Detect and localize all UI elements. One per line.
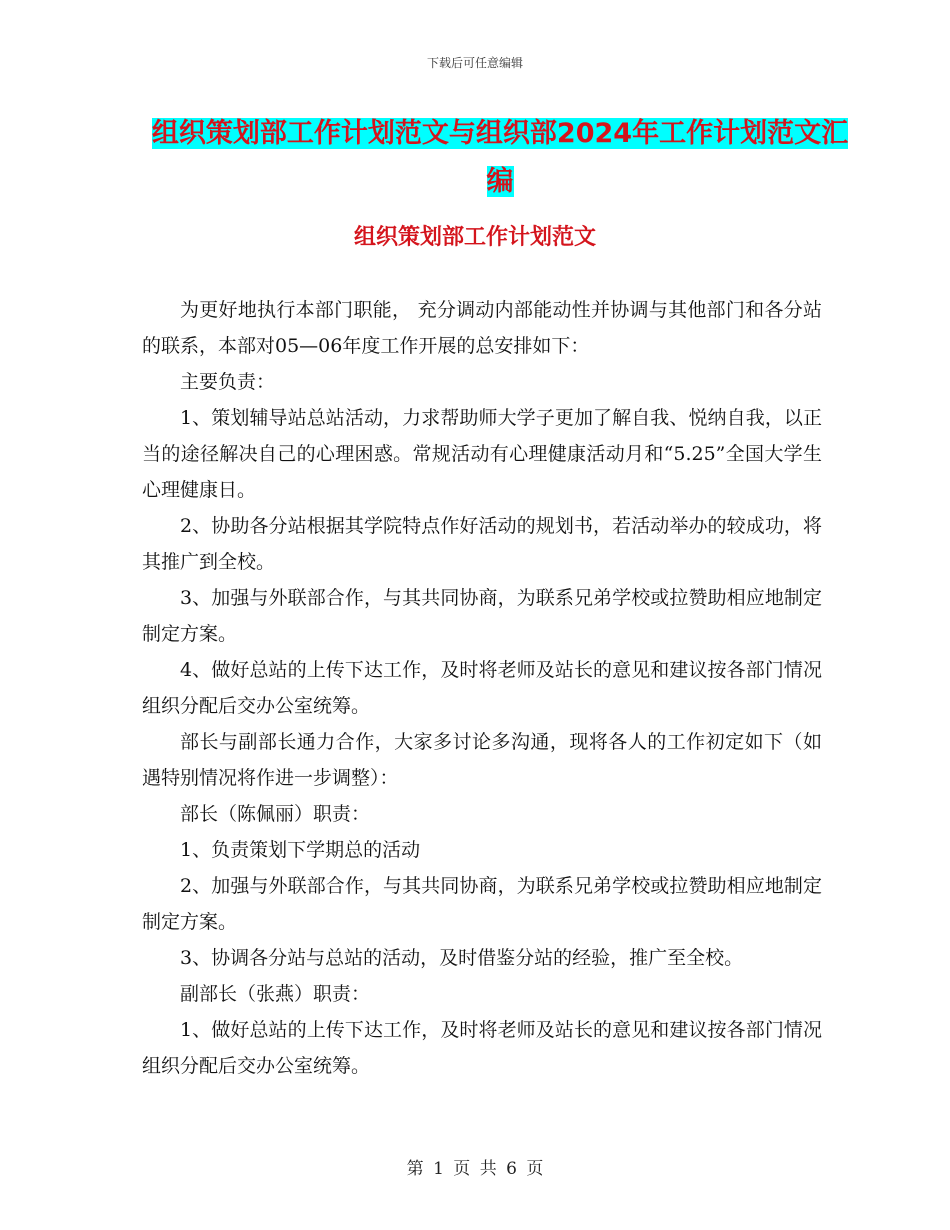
- paragraph: 部长与副部长通力合作，大家多讨论多沟通，现将各人的工作初定如下（如遇特别情况将作进一步调整）：: [142, 731, 822, 789]
- paragraph: 4、做好总站的上传下达工作，及时将老师及站长的意见和建议按各部门情况组织分配后交办公室统筹。: [142, 659, 822, 717]
- paragraph: 1、做好总站的上传下达工作，及时将老师及站长的意见和建议按各部门情况组织分配后交办公室统筹。: [142, 1019, 822, 1077]
- paragraph: 2、协助各分站根据其学院特点作好活动的规划书，若活动举办的较成功，将其推广到全校。: [142, 515, 822, 573]
- document-title: [140, 110, 860, 206]
- paragraph: 3、加强与外联部合作，与其共同协商，为联系兄弟学校或拉赞助相应地制定制定方案。: [142, 587, 822, 645]
- page-number-footer: 第 1 页 共 6 页: [406, 1159, 544, 1179]
- header-note: 下载后可任意编辑: [426, 56, 523, 70]
- paragraph: 3、协调各分站与总站的活动，及时借鉴分站的经验，推广至全校。: [180, 947, 744, 969]
- paragraph: 为更好地执行本部门职能， 充分调动内部能动性并协调与其他部门和各分站的联系，本部对05—06年度工作开展的总安排如下：: [142, 299, 822, 357]
- document-title-text: 组织策划部工作计划范文与组织部2024年工作计划范文汇编: [151, 118, 849, 197]
- body-text: [142, 292, 822, 1084]
- paragraph: 主要负责：: [180, 371, 276, 393]
- paragraph: 2、加强与外联部合作，与其共同协商，为联系兄弟学校或拉赞助相应地制定制定方案。: [142, 875, 822, 933]
- paragraph: 副部长（张燕）职责：: [180, 983, 371, 1005]
- section-title: 组织策划部工作计划范文: [353, 225, 596, 250]
- paragraph: 1、策划辅导站总站活动，力求帮助师大学子更加了解自我、悦纳自我，以正当的途径解决自己的心理困惑。常规活动有心理健康活动月和“5.25”全国大学生心理健康日。: [142, 407, 822, 501]
- paragraph: 1、负责策划下学期总的活动: [180, 839, 421, 861]
- paragraph: 部长（陈佩丽）职责：: [180, 803, 371, 825]
